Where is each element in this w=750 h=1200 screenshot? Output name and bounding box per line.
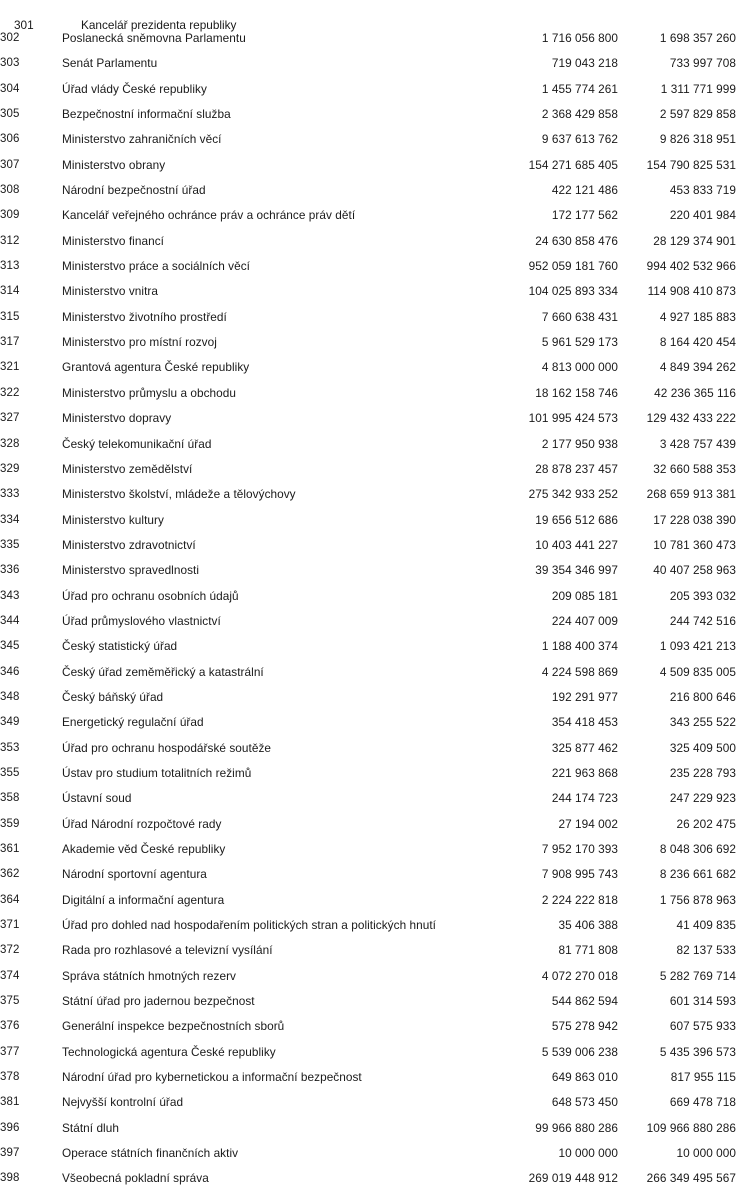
row-code: 307 — [0, 158, 20, 171]
table-row — [0, 456, 750, 481]
row-name: Všeobecná pokladní správa — [62, 1171, 209, 1186]
row-value-1: 7 660 638 431 — [541, 309, 618, 324]
table-row — [0, 684, 750, 709]
row-name: Ministerstvo dopravy — [62, 411, 172, 426]
row-value-2: 41 409 835 — [676, 918, 736, 933]
row-value-2: 5 435 396 573 — [659, 1044, 736, 1059]
row-code: 321 — [0, 361, 20, 374]
row-name: Operace státních finančních aktiv — [62, 1146, 239, 1161]
row-code: 374 — [0, 969, 20, 982]
table-row — [0, 329, 750, 354]
row-name: Technologická agentura České republiky — [62, 1044, 276, 1059]
row-value-1: 154 271 685 405 — [528, 157, 618, 172]
table-row — [0, 608, 750, 633]
row-code: 345 — [0, 640, 20, 653]
row-code: 359 — [0, 817, 20, 830]
row-name: Správa státních hmotných rezerv — [62, 968, 236, 983]
row-value-2: 601 314 593 — [669, 994, 736, 1009]
row-value-1: 4 072 270 018 — [541, 968, 618, 983]
row-name: Bezpečnostní informační služba — [62, 107, 231, 122]
row-value-2: 3 428 757 439 — [659, 436, 736, 451]
row-value-1: 35 406 388 — [558, 918, 618, 933]
row-name: Grantová agentura České republiky — [62, 360, 250, 375]
row-value-2: 4 509 835 005 — [659, 664, 736, 679]
row-value-2: 42 236 365 116 — [654, 385, 736, 400]
row-code: 335 — [0, 538, 20, 551]
row-name: Rada pro rozhlasové a televizní vysílání — [62, 943, 273, 958]
row-name: Národní sportovní agentura — [62, 867, 207, 882]
table-row — [0, 1115, 750, 1140]
row-code: 396 — [0, 1121, 20, 1134]
row-code: 306 — [0, 133, 20, 146]
row-value-1: 19 656 512 686 — [535, 512, 618, 527]
table-row — [0, 1140, 750, 1165]
row-name: Ministerstvo vnitra — [62, 284, 159, 299]
row-code: 302 — [0, 32, 20, 45]
row-value-2: 8 048 306 692 — [659, 842, 736, 857]
row-value-1: 952 059 181 760 — [528, 259, 618, 274]
row-value-2: 8 164 420 454 — [659, 335, 736, 350]
row-value-1: 422 121 486 — [551, 183, 618, 198]
row-code: 305 — [0, 108, 20, 121]
row-value-1: 10 403 441 227 — [535, 537, 618, 552]
row-value-1: 18 162 158 746 — [535, 385, 618, 400]
row-code: 348 — [0, 690, 20, 703]
row-name: Ústav pro studium totalitních režimů — [62, 765, 252, 780]
table-row — [0, 760, 750, 785]
table-row — [0, 203, 750, 228]
table-row — [0, 152, 750, 177]
table-row — [0, 988, 750, 1013]
row-name: Ministerstvo spravedlnosti — [62, 563, 200, 578]
row-value-1: 101 995 424 573 — [528, 411, 618, 426]
row-value-2: 154 790 825 531 — [646, 157, 736, 172]
row-value-2: 10 781 360 473 — [653, 537, 736, 552]
row-value-2: 247 229 923 — [669, 791, 736, 806]
row-name: Český telekomunikační úřad — [62, 436, 212, 451]
row-value-1: 224 407 009 — [551, 613, 618, 628]
row-value-2: 244 742 516 — [669, 613, 736, 628]
row-code: 362 — [0, 868, 20, 881]
table-row — [0, 1090, 750, 1115]
table-row — [0, 482, 750, 507]
row-code: 333 — [0, 488, 20, 501]
row-name: Ministerstvo obrany — [62, 157, 166, 172]
row-value-2: 607 575 933 — [669, 1019, 736, 1034]
table-row — [0, 963, 750, 988]
row-value-1: 1 455 774 261 — [541, 81, 618, 96]
row-code: 317 — [0, 336, 20, 349]
row-name: Ministerstvo průmyslu a obchodu — [62, 385, 236, 400]
row-name: Ministerstvo zdravotnictví — [62, 537, 196, 552]
table-row — [0, 836, 750, 861]
row-name: Digitální a informační agentura — [62, 892, 225, 907]
row-value-1: 221 963 868 — [551, 765, 618, 780]
row-value-2: 109 966 880 286 — [646, 1120, 736, 1135]
row-value-1: 10 000 000 — [558, 1146, 618, 1161]
row-name: Akademie věd České republiky — [62, 842, 226, 857]
row-value-1: 649 863 010 — [551, 1070, 618, 1085]
table-row — [0, 51, 750, 76]
row-value-2: 216 800 646 — [669, 689, 736, 704]
table-row — [0, 583, 750, 608]
row-name: Ministerstvo školství, mládeže a tělovýchovy — [62, 487, 296, 502]
table-row — [0, 431, 750, 456]
table-row — [0, 1039, 750, 1064]
clipped-row-code: 301 — [14, 17, 34, 32]
row-value-2: 10 000 000 — [676, 1146, 736, 1161]
row-code: 346 — [0, 665, 20, 678]
row-value-2: 205 393 032 — [669, 588, 736, 603]
table-row — [0, 507, 750, 532]
row-code: 376 — [0, 1020, 20, 1033]
row-value-2: 235 228 793 — [669, 765, 736, 780]
row-code: 358 — [0, 792, 20, 805]
table-row — [0, 1014, 750, 1039]
table-row — [0, 532, 750, 557]
row-code: 329 — [0, 462, 20, 475]
row-value-1: 7 908 995 743 — [541, 867, 618, 882]
row-name: Ministerstvo životního prostředí — [62, 309, 227, 324]
table-row — [0, 811, 750, 836]
row-name: Úřad průmyslového vlastnictví — [62, 613, 221, 628]
row-value-1: 7 952 170 393 — [541, 842, 618, 857]
row-value-1: 5 539 006 238 — [541, 1044, 618, 1059]
row-value-2: 733 997 708 — [669, 56, 736, 71]
row-code: 327 — [0, 412, 20, 425]
row-name: Úřad Národní rozpočtové rady — [62, 816, 222, 831]
row-value-2: 28 129 374 901 — [653, 233, 736, 248]
row-name: Nejvyšší kontrolní úřad — [62, 1095, 184, 1110]
row-value-2: 4 927 185 883 — [659, 309, 736, 324]
row-value-1: 354 418 453 — [551, 715, 618, 730]
row-name: Úřad pro ochranu hospodářské soutěže — [62, 740, 272, 755]
row-value-2: 1 756 878 963 — [659, 892, 736, 907]
table-row — [0, 912, 750, 937]
row-value-1: 81 771 808 — [558, 943, 618, 958]
row-value-2: 1 698 357 260 — [659, 31, 736, 46]
row-value-1: 269 019 448 912 — [528, 1171, 618, 1186]
table-row — [0, 887, 750, 912]
row-value-1: 2 368 429 858 — [541, 107, 618, 122]
row-value-1: 1 188 400 374 — [541, 639, 618, 654]
table-row — [0, 304, 750, 329]
row-name: Český statistický úřad — [62, 639, 178, 654]
row-value-2: 114 908 410 873 — [647, 284, 736, 299]
row-code: 397 — [0, 1147, 20, 1160]
row-value-2: 453 833 719 — [669, 183, 736, 198]
table-row — [0, 558, 750, 583]
table-row — [0, 101, 750, 126]
row-name: Český úřad zeměměřický a katastrální — [62, 664, 264, 679]
row-name: Poslanecká sněmovna Parlamentu — [62, 31, 246, 46]
row-value-2: 5 282 769 714 — [659, 968, 736, 983]
row-name: Ministerstvo zahraničních věcí — [62, 132, 222, 147]
table-row — [0, 355, 750, 380]
table-row — [0, 735, 750, 760]
row-value-1: 1 716 056 800 — [541, 31, 618, 46]
row-code: 303 — [0, 57, 20, 70]
clipped-row-cell — [0, 0, 750, 32]
row-code: 377 — [0, 1045, 20, 1058]
row-name: Úřad vlády České republiky — [62, 81, 207, 96]
row-code: 336 — [0, 564, 20, 577]
table-row — [0, 127, 750, 152]
table-row — [0, 634, 750, 659]
row-code: 361 — [0, 843, 20, 856]
row-code: 364 — [0, 893, 20, 906]
row-code: 309 — [0, 209, 20, 222]
clipped-row-name: Kancelář prezidenta republiky — [81, 17, 237, 32]
row-value-2: 82 137 533 — [676, 943, 736, 958]
row-value-1: 28 878 237 457 — [535, 461, 618, 476]
table-row — [0, 380, 750, 405]
row-value-2: 817 955 115 — [670, 1070, 736, 1085]
row-value-2: 994 402 532 966 — [646, 259, 736, 274]
row-value-2: 343 255 522 — [669, 715, 736, 730]
row-code: 372 — [0, 944, 20, 957]
row-code: 375 — [0, 995, 20, 1008]
row-value-1: 39 354 346 997 — [535, 563, 618, 578]
row-name: Senát Parlamentu — [62, 56, 158, 71]
row-code: 312 — [0, 234, 20, 247]
row-value-1: 648 573 450 — [551, 1095, 618, 1110]
row-value-1: 544 862 594 — [551, 994, 618, 1009]
row-code: 398 — [0, 1172, 20, 1185]
row-name: Energetický regulační úřad — [62, 715, 204, 730]
row-code: 343 — [0, 589, 20, 602]
row-code: 304 — [0, 82, 20, 95]
table-row — [0, 1166, 750, 1191]
row-name: Úřad pro ochranu osobních údajů — [62, 588, 239, 603]
row-value-2: 26 202 475 — [676, 816, 736, 831]
row-name: Národní úřad pro kybernetickou a informační bezpečnost — [62, 1070, 362, 1085]
table-row — [0, 938, 750, 963]
row-value-1: 2 177 950 938 — [541, 436, 618, 451]
row-value-1: 5 961 529 173 — [541, 335, 618, 350]
row-value-1: 27 194 002 — [558, 816, 618, 831]
row-name: Státní úřad pro jadernou bezpečnost — [62, 994, 255, 1009]
table-row — [0, 710, 750, 735]
table-row-clipped — [0, 0, 750, 25]
table-row — [0, 1064, 750, 1089]
row-name: Úřad pro dohled nad hospodařením politických stran a politických hnutí — [62, 918, 437, 933]
row-value-2: 268 659 913 381 — [646, 487, 736, 502]
row-code: 378 — [0, 1071, 20, 1084]
row-name: Ministerstvo práce a sociálních věcí — [62, 259, 251, 274]
table-row — [0, 279, 750, 304]
row-code: 353 — [0, 741, 20, 754]
row-value-1: 575 278 942 — [551, 1019, 618, 1034]
row-value-2: 9 826 318 951 — [659, 132, 736, 147]
table-row — [0, 177, 750, 202]
table-row — [0, 862, 750, 887]
row-code: 328 — [0, 437, 20, 450]
row-value-2: 266 349 495 567 — [646, 1171, 736, 1186]
row-value-2: 8 236 661 682 — [659, 867, 736, 882]
row-value-2: 17 228 038 390 — [653, 512, 736, 527]
row-value-1: 4 224 598 869 — [541, 664, 618, 679]
row-value-2: 220 401 984 — [669, 208, 736, 223]
row-value-1: 172 177 562 — [551, 208, 618, 223]
table-row — [0, 406, 750, 431]
row-value-2: 4 849 394 262 — [659, 360, 736, 375]
row-value-2: 40 407 258 963 — [653, 563, 736, 578]
row-code: 381 — [0, 1096, 20, 1109]
row-name: Ministerstvo kultury — [62, 512, 164, 527]
row-value-1: 244 174 723 — [551, 791, 618, 806]
row-value-1: 104 025 893 334 — [528, 284, 618, 299]
row-value-1: 275 342 933 252 — [528, 487, 618, 502]
row-code: 308 — [0, 184, 20, 197]
row-value-2: 1 093 421 213 — [659, 639, 736, 654]
row-name: Ministerstvo zemědělství — [62, 461, 193, 476]
row-value-2: 32 660 588 353 — [653, 461, 736, 476]
row-value-1: 99 966 880 286 — [535, 1120, 618, 1135]
row-value-1: 4 813 000 000 — [541, 360, 618, 375]
row-name: Český báňský úřad — [62, 689, 164, 704]
row-code: 314 — [0, 285, 20, 298]
row-name: Ministerstvo financí — [62, 233, 164, 248]
row-value-1: 325 877 462 — [551, 740, 618, 755]
row-code: 355 — [0, 766, 20, 779]
row-value-2: 129 432 433 222 — [646, 411, 736, 426]
row-value-1: 9 637 613 762 — [541, 132, 618, 147]
row-code: 322 — [0, 386, 20, 399]
row-code: 315 — [0, 310, 20, 323]
row-value-2: 2 597 829 858 — [659, 107, 736, 122]
table-row — [0, 786, 750, 811]
row-value-2: 1 311 771 999 — [660, 81, 736, 96]
row-value-1: 209 085 181 — [551, 588, 618, 603]
row-value-2: 669 478 718 — [669, 1095, 736, 1110]
table-row — [0, 76, 750, 101]
row-name: Státní dluh — [62, 1120, 119, 1135]
row-value-1: 192 291 977 — [551, 689, 618, 704]
row-value-1: 2 224 222 818 — [541, 892, 618, 907]
row-value-2: 325 409 500 — [669, 740, 736, 755]
table-row — [0, 228, 750, 253]
row-code: 334 — [0, 513, 20, 526]
row-code: 371 — [0, 919, 20, 932]
table-row — [0, 253, 750, 278]
table-row — [0, 659, 750, 684]
row-name: Ministerstvo pro místní rozvoj — [62, 335, 217, 350]
row-code: 313 — [0, 260, 20, 273]
row-code: 344 — [0, 614, 20, 627]
row-name: Generální inspekce bezpečnostních sborů — [62, 1019, 285, 1034]
row-value-1: 24 630 858 476 — [535, 233, 618, 248]
row-code: 349 — [0, 716, 20, 729]
row-name: Národní bezpečnostní úřad — [62, 183, 206, 198]
row-value-1: 719 043 218 — [551, 56, 618, 71]
row-name: Kancelář veřejného ochránce práv a ochránce práv dětí — [62, 208, 356, 223]
row-name: Ústavní soud — [62, 791, 132, 806]
